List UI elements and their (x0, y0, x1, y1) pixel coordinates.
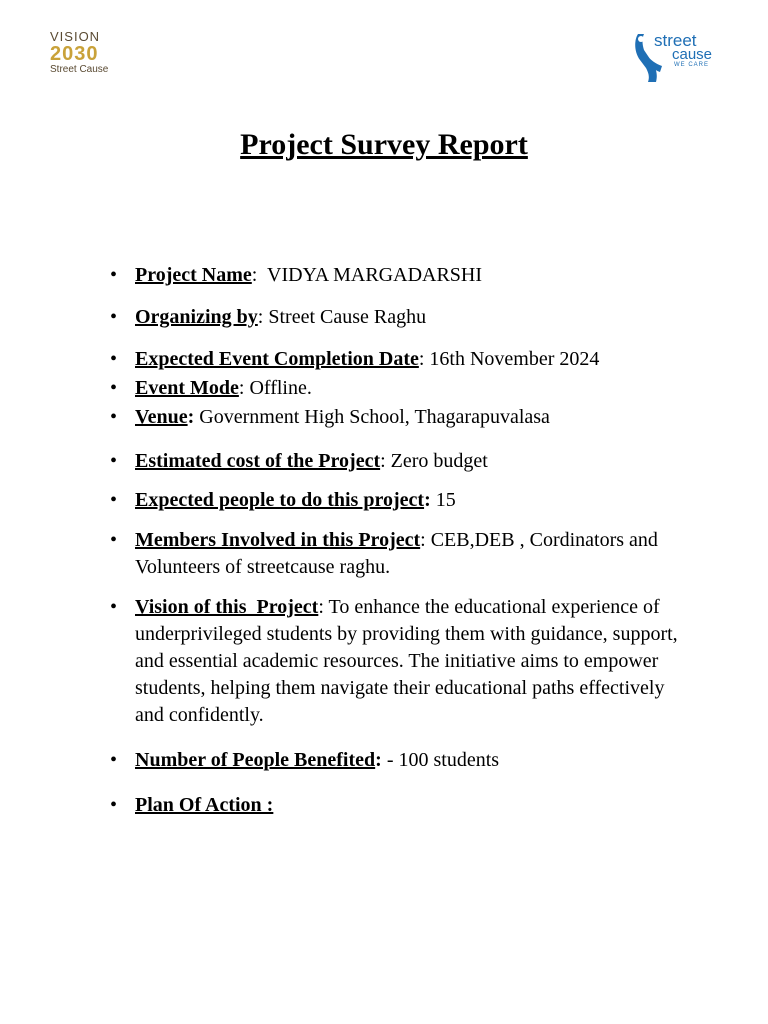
logo-left-line2: 2030 (50, 43, 99, 65)
item-sep: : (238, 377, 245, 399)
item-label: Project Name (135, 264, 252, 286)
bullet: • (110, 489, 118, 511)
item-label: Organizing by (135, 306, 258, 328)
bullet: • (110, 348, 118, 370)
report-details-list (110, 262, 690, 819)
list-item-vision (110, 594, 690, 729)
list-item-expected-people (110, 487, 690, 514)
item-value: Street Cause Raghu (263, 306, 427, 328)
bullet: • (110, 450, 118, 472)
logo-right-line2: cause (672, 46, 713, 63)
list-item-project-name (110, 262, 690, 289)
item-label: Estimated cost of the Project (135, 450, 381, 472)
item-value: 16th November 2024 (424, 348, 600, 370)
list-item-people-benefited (110, 747, 690, 774)
bullet: • (110, 306, 118, 328)
item-label: Number of People Benefited (135, 749, 376, 771)
street-cause-logo (632, 28, 722, 84)
bullet: • (110, 794, 118, 816)
list-item-completion-date (110, 346, 690, 373)
item-label: Members Involved in this Project (135, 529, 421, 551)
logo-right-line1: street (654, 31, 697, 50)
item-sep: : (318, 596, 324, 618)
item-value: Offline. (244, 377, 312, 399)
bullet: • (110, 406, 118, 428)
bullet: • (110, 749, 118, 771)
item-value: Government High School, Thagarapuvalasa (194, 406, 550, 428)
item-sep: : (375, 749, 382, 771)
item-sep: : (187, 406, 195, 428)
item-sep: : (251, 264, 258, 286)
item-sep: : (418, 348, 425, 370)
logo-left-line1: VISION (50, 29, 101, 44)
vision-2030-logo (50, 30, 130, 78)
item-label: Expected people to do this project (135, 489, 425, 511)
item-label: Vision of this Project (135, 596, 319, 618)
item-sep: : (420, 529, 426, 551)
bullet: • (110, 529, 118, 551)
item-sep: : (257, 306, 264, 328)
item-value: To enhance the educational experience of underprivileged students by providing them with guidance, support, and essential academic resources. The initiative aims to empower students, helping them navigate their educational paths effectively and confidently. (135, 596, 678, 726)
bullet: • (110, 596, 118, 618)
item-sep: : (424, 489, 431, 511)
logo-left-line3: Street Cause (50, 64, 109, 75)
item-label: Venue (135, 406, 188, 428)
list-item-event-mode (110, 375, 690, 402)
item-value: Zero budget (385, 450, 488, 472)
item-value: - 100 students (381, 749, 500, 771)
logo-right-line3: WE CARE (674, 62, 710, 68)
item-value: VIDYA MARGADARSHI (257, 264, 483, 286)
page-title: Project Survey Report (240, 128, 528, 161)
list-item-organizing-by (110, 304, 690, 331)
item-label: Event Mode (135, 377, 239, 399)
list-item-plan-of-action (110, 792, 690, 819)
item-value: CEB,DEB , Cordinators and Volunteers of streetcause raghu. (135, 529, 658, 578)
list-item-venue (110, 404, 690, 431)
item-label: Expected Event Completion Date (135, 348, 419, 370)
list-item-estimated-cost (110, 448, 690, 475)
bullet: • (110, 377, 118, 399)
bullet: • (110, 264, 118, 286)
item-label: Plan Of Action : (135, 794, 274, 816)
list-item-members-involved (110, 527, 690, 581)
item-value: 15 (430, 489, 456, 511)
item-sep: : (380, 450, 386, 472)
